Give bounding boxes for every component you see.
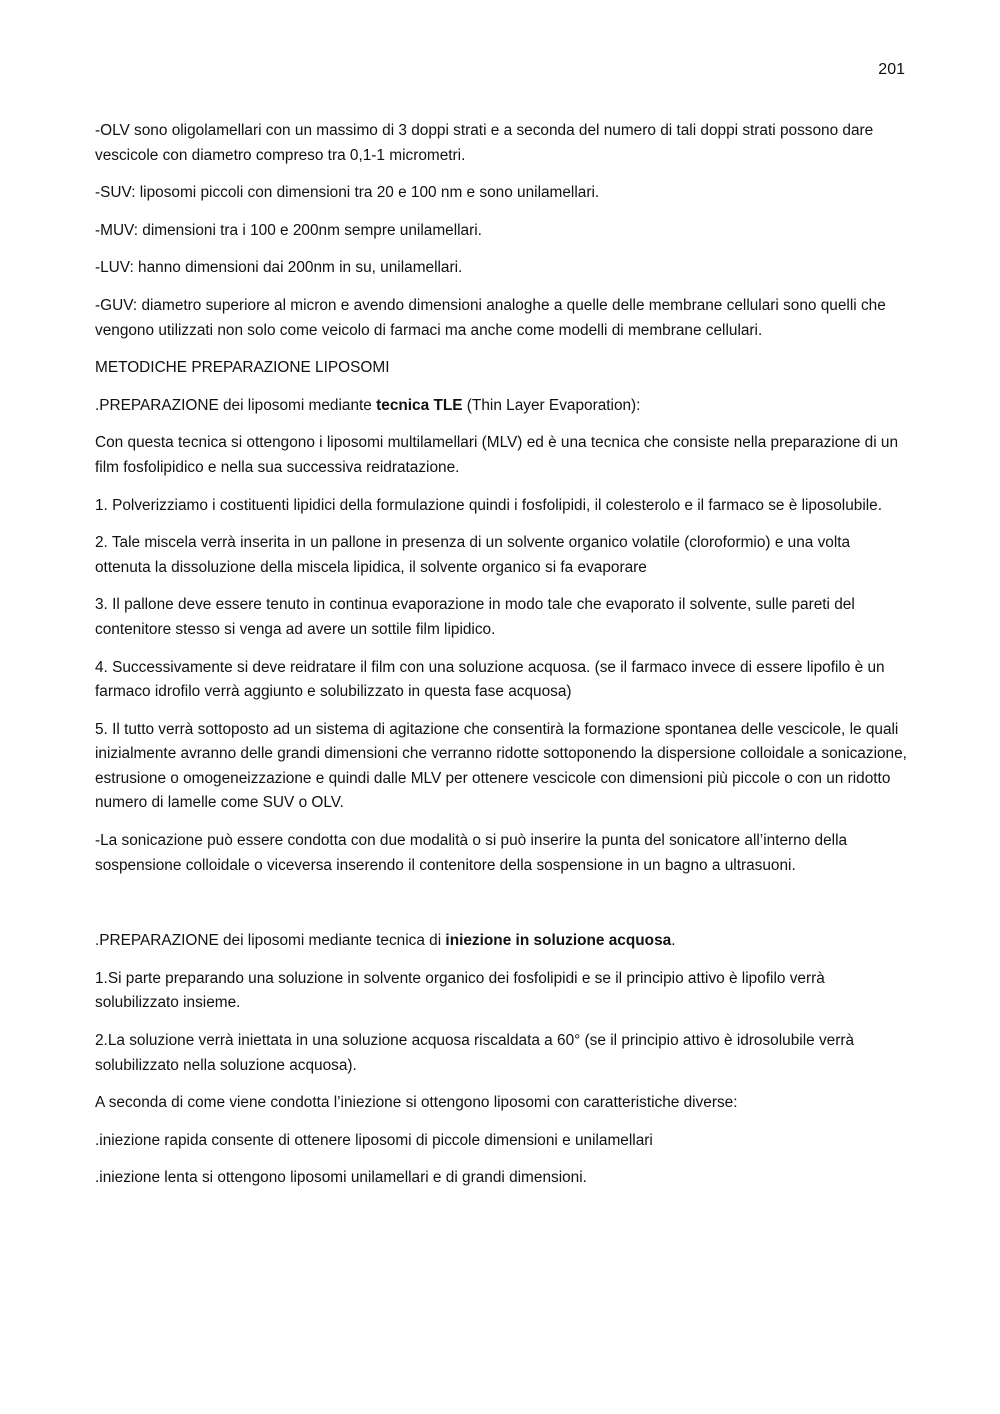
- paragraph-suv: -SUV: liposomi piccoli con dimensioni tra 20 e 100 nm e sono unilamellari.: [95, 184, 600, 202]
- paragraph-fast-injection: .iniezione rapida consente di ottenere liposomi di piccole dimensioni e unilamellari: [95, 1131, 653, 1149]
- paragraph-slow-injection: .iniezione lenta si ottengono liposomi unilamellari e di grandi dimensioni.: [95, 1169, 587, 1187]
- injection-heading-bold: iniezione in soluzione acquosa: [445, 932, 672, 950]
- paragraph-sonication: -La sonicazione può essere condotta con due modalità o si può inserire la punta del sonicatore all’interno della sospensione colloidale o viceversa inserendo il contenitore della sospensione in un bagno a ultrasuoni.: [95, 832, 848, 874]
- document-body: [95, 119, 907, 1204]
- injection-heading-prefix: .PREPARAZIONE dei liposomi mediante tecnica di: [95, 932, 446, 950]
- paragraph-injection-step-1: 1.Si parte preparando una soluzione in solvente organico dei fosfolipidi e se il principio attivo è lipofilo verrà solubilizzato insieme.: [95, 969, 825, 1012]
- paragraph-injection-step-2: 2.La soluzione verrà iniettata in una soluzione acquosa riscaldata a 60° (se il principio attivo è idrosolubile verrà solubilizzato nella soluzione acquosa).: [95, 1032, 855, 1074]
- paragraph-step-5: 5. Il tutto verrà sottoposto ad un sistema di agitazione che consentirà la formazione spontanea delle vescicole, le quali inizialmente avranno delle grandi dimensioni che verranno ridotte sottoponendo la dispersione colloidale a sonicazione, estrusione o omogeneizzazione e quindi dalle MLV per ottenere vescicole con dimensioni più piccole o con un ridotto numero di lamelle come SUV o OLV.: [95, 720, 907, 812]
- paragraph-step-1: 1. Polverizziamo i costituenti lipidici della formulazione quindi i fosfolipidi, il colesterolo e il farmaco se è liposolubile.: [95, 496, 883, 514]
- paragraph-step-2: 2. Tale miscela verrà inserita in un pallone in presenza di un solvente organico volatile (cloroformio) e una volta ottenuta la dissoluzione della miscela lipidica, il solvente organico si fa evaporare: [95, 534, 851, 576]
- paragraph-luv: -LUV: hanno dimensioni dai 200nm in su, unilamellari.: [95, 259, 463, 277]
- tle-heading-prefix: .PREPARAZIONE dei liposomi mediante: [95, 396, 377, 414]
- paragraph-injection-intro: A seconda di come viene condotta l’iniezione si ottengono liposomi con caratteristiche diverse:: [95, 1094, 738, 1112]
- paragraph-guv: -GUV: diametro superiore al micron e avendo dimensioni analoghe a quelle delle membrane cellulari sono quelli che vengono utilizzati non solo come veicolo di farmaci ma anche come modelli di membrane cellulari.: [95, 296, 886, 339]
- section-gap: [95, 891, 907, 929]
- paragraph-olv: -OLV sono oligolamellari con un massimo di 3 doppi strati e a seconda del numero di tali doppi strati possono dare vescicole con diametro compreso tra 0,1-1 micrometri.: [95, 122, 874, 164]
- paragraph-step-3: 3. Il pallone deve essere tenuto in continua evaporazione in modo tale che evaporato il solvente, sulle pareti del contenitore stesso si venga ad avere un sottile film lipidico.: [95, 596, 855, 638]
- paragraph-muv: -MUV: dimensioni tra i 100 e 200nm sempre unilamellari.: [95, 221, 482, 239]
- paragraph-step-4: 4. Successivamente si deve reidratare il film con una soluzione acquosa. (se il farmaco invece di essere lipofilo è un farmaco idrofilo verrà aggiunto e solubilizzato in questa fase acquosa): [95, 658, 885, 701]
- injection-heading-suffix: .: [671, 932, 676, 950]
- tle-heading: [95, 394, 907, 419]
- injection-heading: [95, 929, 907, 954]
- page-number: 201: [878, 61, 905, 78]
- tle-heading-suffix: (Thin Layer Evaporation):: [462, 396, 641, 414]
- paragraph-tle-intro: Con questa tecnica si ottengono i liposomi multilamellari (MLV) ed è una tecnica che consiste nella preparazione di un film fosfolipidico e nella sua successiva reidratazione.: [95, 434, 899, 476]
- tle-heading-bold: tecnica TLE: [376, 396, 463, 414]
- section-title: METODICHE PREPARAZIONE LIPOSOMI: [95, 359, 390, 377]
